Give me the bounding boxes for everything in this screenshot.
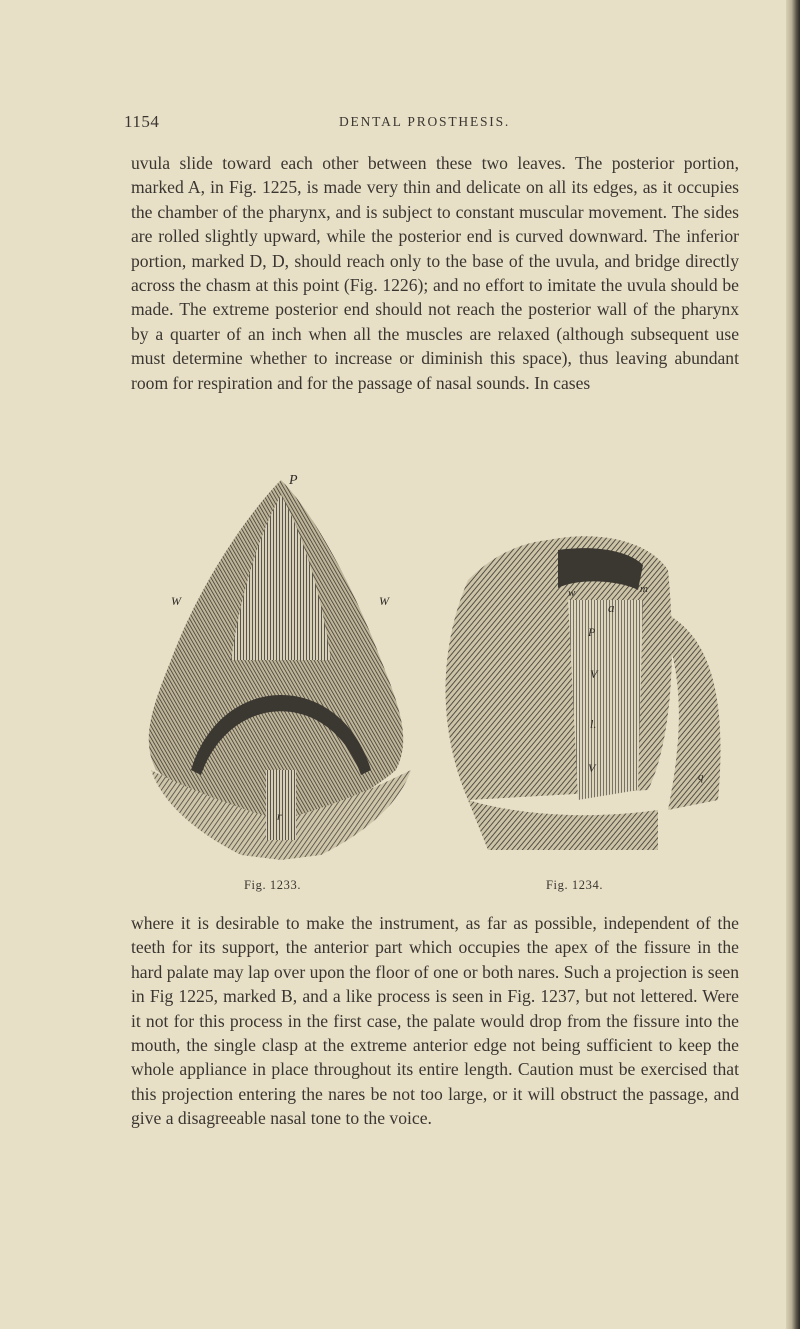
- figure-1233-illustration: [131, 470, 421, 860]
- fig1234-label-q: q: [698, 771, 704, 783]
- fig1234-label-a: a: [608, 600, 615, 615]
- fig1233-label-p: P: [289, 473, 298, 488]
- fig1234-label-w: w: [568, 587, 576, 599]
- fig1233-label-w-right: W: [379, 594, 389, 608]
- body-paragraph-1: uvula slide toward each other between these two leaves. The posterior portion, marked A, in Fig. 1225, is made very thin and delicate on all its edges, as it occupies the chamber of the pharynx, and is subject to constant muscular movement. The sides are rolled slightly upward, while the posterior end is curved downward. The inferior portion, marked D, D, should reach only to the base of the uvula, and bridge directly across the chasm at this point (Fig. 1226); and no effort to imitate the uvula should be made. The extreme posterior end should not reach the posterior wall of the pharynx by a quarter of an inch when all the muscles are relaxed (although subsequent use must determine whether to increase or diminish this space), thus leaving abundant room for respiration and for the passage of nasal sounds. In cases: [131, 153, 739, 393]
- fig1234-central-tongue: [568, 600, 643, 800]
- fig1234-label-m: m: [640, 583, 648, 595]
- page-edge-shadow: [786, 0, 800, 1329]
- fig1234-label-v-lower: V: [588, 761, 596, 775]
- figure-1234-illustration: [428, 470, 730, 860]
- page-number: 1154: [124, 112, 160, 131]
- page-header: [124, 112, 714, 136]
- running-head: DENTAL PROSTHESIS.: [339, 114, 511, 129]
- fig1234-label-l: l.: [590, 717, 597, 731]
- fig1234-label-v-upper: V: [590, 667, 598, 681]
- fig1234-label-p: P: [588, 625, 596, 639]
- fig1233-stem: [266, 770, 296, 840]
- fig1233-label-w-left: W: [171, 594, 181, 608]
- fig1233-label-r: r: [277, 809, 282, 823]
- body-paragraph-2: where it is desirable to make the instrument, as far as possible, independent of the teeth for its support, the anterior part which occupies the apex of the fissure in the hard palate may lap over upon the floor of one or both nares. Such a projection is seen in Fig 1225, marked B, and a like process is seen in Fig. 1237, but not lettered. Were it not for this process in the first case, the palate would drop from the fissure into the mouth, the single clasp at the extreme anterior edge not being sufficient to keep the whole appliance in place throughout its entire length. Caution must be exercised that this projection entering the nares be not too large, or it will obstruct the passage, and give a disagreeable nasal tone to the voice.: [131, 913, 739, 1129]
- figure-1233-caption: Fig. 1233.: [244, 878, 302, 892]
- fig1234-base-flap: [468, 800, 658, 850]
- figure-1234-caption: Fig. 1234.: [546, 878, 604, 892]
